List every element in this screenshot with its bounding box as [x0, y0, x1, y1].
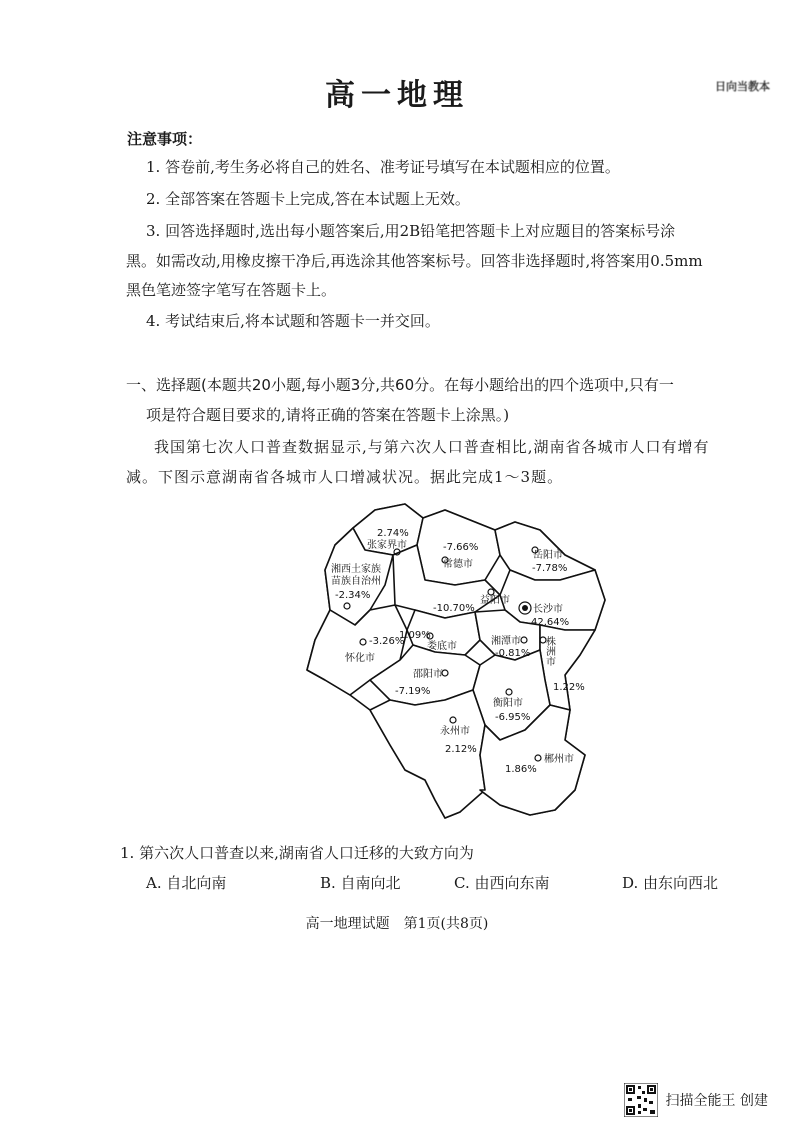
pct-huaihua: -3.26%	[369, 636, 405, 647]
page-footer: 高一地理试题 第1页(共8页)	[305, 916, 489, 932]
section-heading: 一、选择题(本题共20小题,每小题3分,共60分。在每小题给出的四个选项中,只有一	[126, 376, 674, 394]
pct-xiangtan: -0.81%	[495, 648, 531, 659]
option-d: D. 由东向西北	[622, 874, 719, 892]
label-loudi: 娄底市	[427, 641, 457, 652]
hunan-map	[295, 500, 615, 830]
notice-item-3-cont2: 黑色笔迹签字笔写在答题卡上。	[126, 281, 337, 299]
pct-shaoyang: -7.19%	[395, 686, 431, 697]
notice-item-3: 3. 回答选择题时,选出每小题答案后,用2B铅笔把答题卡上对应题目的答案标号涂	[146, 222, 676, 240]
pct-yongzhou: 2.12%	[445, 744, 477, 755]
notice-item-4: 4. 考试结束后,将本试题和答题卡一并交回。	[146, 312, 440, 330]
marker-changsha-inner	[522, 605, 528, 611]
pct-chenzhou: 1.86%	[505, 764, 537, 775]
section-heading-cont: 项是符合题目要求的,请将正确的答案在答题卡上涂黑。)	[146, 406, 510, 424]
label-xiangxi-2: 苗族自治州	[331, 576, 381, 587]
label-zhangjiajie: 张家界市	[367, 540, 407, 551]
notice-item-2: 2. 全部答案在答题卡上完成,答在本试题上无效。	[146, 190, 470, 208]
pct-loudi: 1.09%	[399, 630, 431, 641]
pct-yiyang: -10.70%	[433, 603, 475, 614]
label-xiangtan: 湘潭市	[491, 636, 521, 647]
page-title: 高一地理	[325, 78, 469, 113]
pct-zhuzhou: 1.22%	[553, 682, 585, 693]
scanner-badge	[624, 1083, 768, 1117]
notice-item-1: 1. 答卷前,考生务必将自己的姓名、准考证号填写在本试题相应的位置。	[146, 158, 620, 176]
option-c: C. 由西向东南	[454, 874, 550, 892]
label-huaihua: 怀化市	[345, 653, 375, 664]
label-zhuzhou: 株洲市	[543, 636, 555, 666]
notice-heading: 注意事项：	[127, 130, 203, 148]
pct-yueyang: -7.78%	[532, 563, 568, 574]
scanner-text: 扫描全能王 创建	[665, 1093, 768, 1109]
label-changde: 常德市	[443, 559, 473, 570]
pct-hengyang: -6.95%	[495, 712, 531, 723]
pct-zhangjiajie: 2.74%	[377, 528, 409, 539]
label-yongzhou: 永州市	[440, 726, 470, 737]
intro-line-1: 我国第七次人口普查数据显示,与第六次人口普查相比,湖南省各城市人口有增有	[154, 438, 710, 456]
intro-line-2: 减。下图示意湖南省各城市人口增减状况。据此完成1～3题。	[126, 468, 564, 486]
option-a: A. 自北向南	[146, 874, 227, 892]
qr-code-icon	[624, 1083, 658, 1117]
notice-item-3-cont: 黑。如需改动,用橡皮擦干净后,再选涂其他答案标号。回答非选择题时,将答案用0.5mm	[126, 252, 703, 270]
option-b: B. 自南向北	[320, 874, 401, 892]
label-chenzhou: 郴州市	[544, 754, 574, 765]
label-shaoyang: 邵阳市	[413, 669, 443, 680]
label-yueyang: 岳阳市	[533, 550, 563, 561]
pct-xiangxi: -2.34%	[335, 590, 371, 601]
label-yiyang: 益阳市	[480, 595, 510, 606]
label-changsha: 长沙市	[533, 604, 563, 615]
hunan-map-svg	[295, 500, 615, 830]
label-xiangxi-1: 湘西土家族	[331, 564, 381, 575]
pct-changde: -7.66%	[443, 542, 479, 553]
label-hengyang: 衡阳市	[493, 698, 523, 709]
corner-stamp: 日向当教本	[715, 80, 770, 93]
pct-changsha: 42.64%	[531, 617, 570, 628]
question-1-stem: 1. 第六次人口普查以来,湖南省人口迁移的大致方向为	[120, 844, 474, 862]
